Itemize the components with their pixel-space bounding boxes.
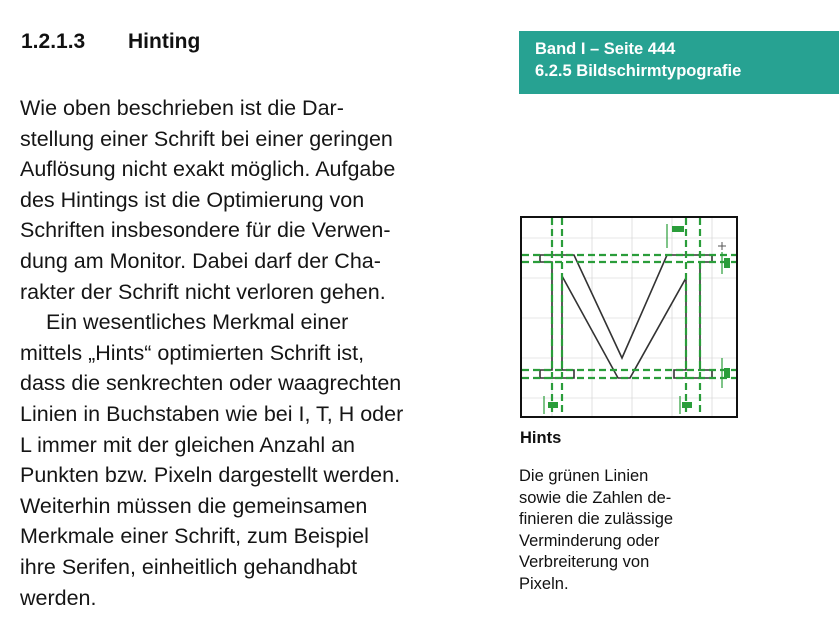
body-line: dung am Monitor. Dabei darf der Cha- (20, 248, 381, 273)
hinting-figure (520, 216, 738, 418)
body-line: rakter der Schrift nicht verloren gehen. (20, 279, 386, 304)
body-line: ihre Serifen, einheitlich gehandhabt (20, 554, 358, 579)
body-line: dass die senkrechten oder waagrechten (20, 371, 402, 396)
section-title: Hinting (128, 30, 201, 53)
caption-line: sowie die Zahlen de- (519, 488, 672, 507)
body-line: stellung einer Schrift bei einer geringen (20, 126, 393, 151)
figure-caption-text (519, 466, 749, 595)
body-line: Weiterhin müssen die gemeinsamen (20, 493, 368, 518)
body-line: Punkten bzw. Pixeln dargestellt werden. (20, 463, 401, 488)
section-number: 1.2.1.3 (21, 30, 86, 53)
body-line: Wie oben beschrieben ist die Dar- (20, 96, 344, 120)
body-paragraph (20, 93, 490, 613)
figure-caption-title: Hints (520, 429, 562, 447)
caption-line: Die grünen Linien (519, 467, 649, 485)
body-line: L immer mit der gleichen Anzahl an (20, 432, 356, 457)
body-line: Schriften insbesondere für die Verwen- (20, 218, 391, 243)
caption-line: Verminderung oder (519, 531, 660, 550)
body-line: Linien in Buchstaben wie bei I, T, H oder (20, 401, 404, 426)
reference-chapter: 6.2.5 Bildschirmtypografie (535, 62, 742, 80)
body-line: werden. (20, 585, 97, 610)
caption-line: finieren die zulässige (519, 510, 674, 528)
letter-m-hints-illustration (522, 218, 736, 416)
body-line: mittels „Hints“ optimierten Schrift ist, (20, 340, 365, 365)
body-line: Auflösung nicht exakt möglich. Aufgabe (20, 157, 396, 182)
reference-volume-page: Band I – Seite 444 (535, 40, 676, 58)
caption-line: Verbreiterung von (519, 553, 650, 571)
body-line: des Hintings ist die Optimierung von (20, 187, 365, 212)
caption-line: Pixeln. (519, 574, 569, 593)
cross-reference-box (519, 31, 839, 94)
section-heading (21, 30, 200, 54)
body-line: Ein wesentliches Merkmal einer (46, 310, 349, 335)
body-line: Merkmale einer Schrift, zum Beispiel (20, 524, 369, 549)
